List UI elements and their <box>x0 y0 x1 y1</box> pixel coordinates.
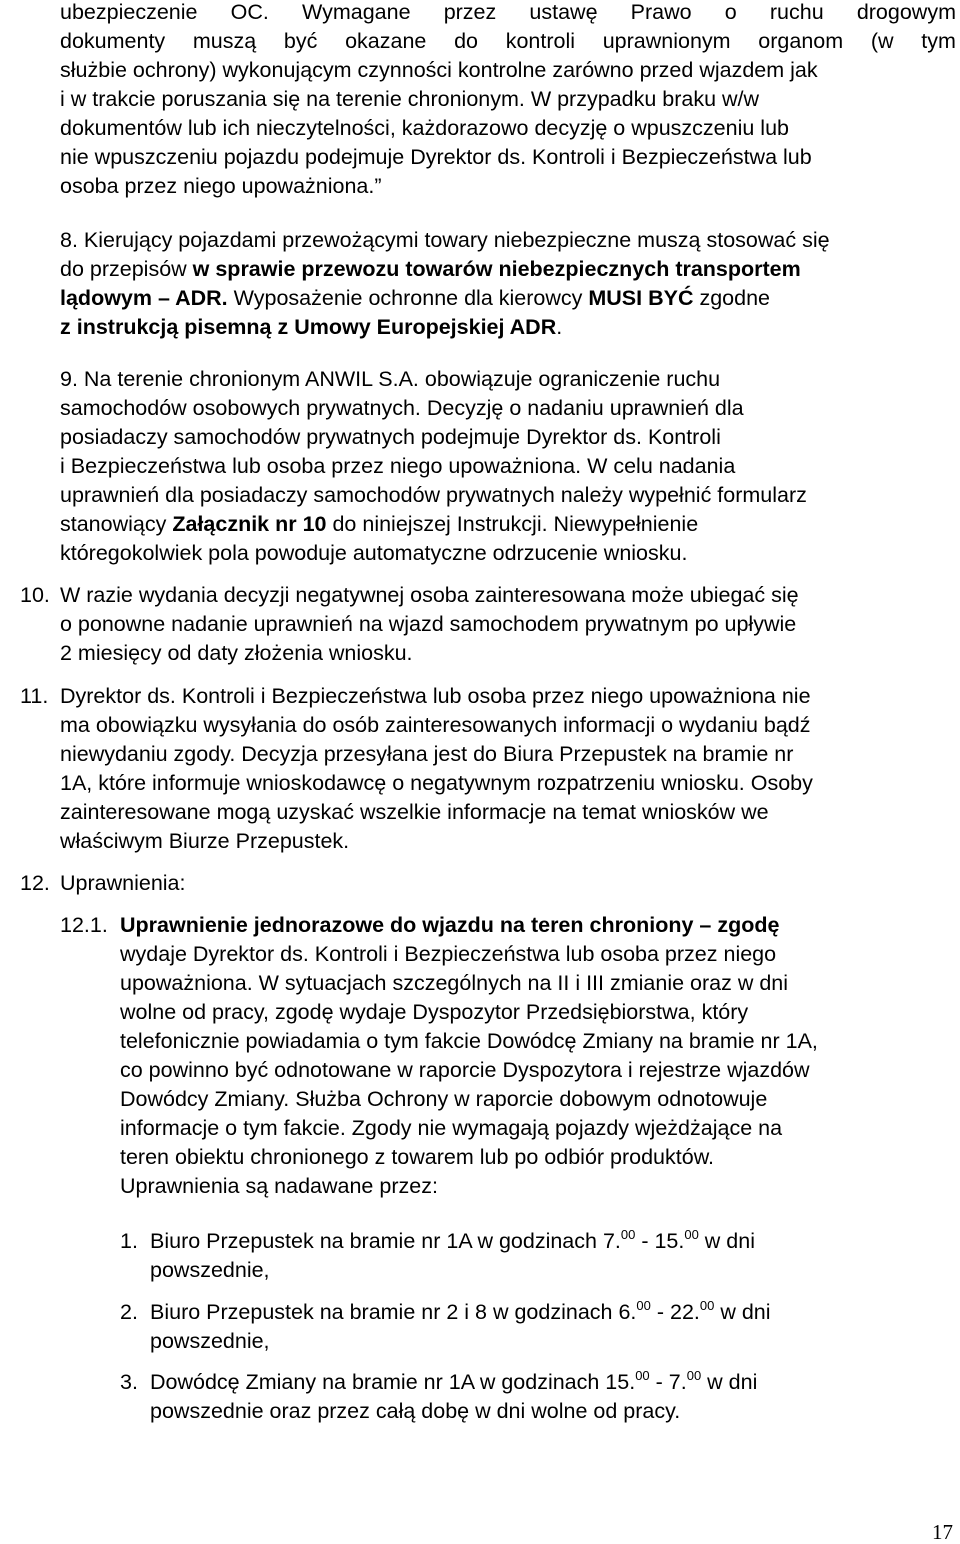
text-line <box>60 230 830 252</box>
word: tym <box>921 29 956 53</box>
text-segment: do przepisów <box>60 257 193 281</box>
text-segment: - 7. <box>649 1370 687 1394</box>
text-segment: - 15. <box>635 1229 685 1253</box>
text-line: Dyrektor ds. Kontroli i Bezpieczeństwa lub osoba przez niego upoważniona nie <box>60 684 811 708</box>
text-line: powszednie oraz przez całą dobę w dni wolne od pracy. <box>150 1399 681 1423</box>
list-number: 2. <box>120 1300 138 1324</box>
word: okazane <box>345 29 427 53</box>
text-line: Dowódcy Zmiany. Służba Ochrony w raporcie dobowym odnotowuje <box>120 1087 768 1111</box>
text-line: Uprawnienia są nadawane przez: <box>120 1174 438 1198</box>
text-line <box>60 31 956 53</box>
text-line: i w trakcie poruszania się na terenie chronionym. W przypadku braku w/w <box>60 87 760 111</box>
text-segment: Kierujący pojazdami przewożącymi towary niebezpieczne muszą stosować się <box>83 228 830 252</box>
word: uprawnionym <box>602 29 731 53</box>
text-line <box>60 514 698 536</box>
text-segment: Na terenie chronionym ANWIL S.A. obowiązuje ograniczenie ruchu <box>83 367 721 391</box>
text-segment: - 22. <box>650 1300 700 1324</box>
item-number: 10. <box>20 583 50 607</box>
text-bold: z instrukcją pisemną z Umowy Europejskiej ADR <box>60 315 557 339</box>
word: Wymagane <box>301 0 411 24</box>
word: organom <box>758 29 844 53</box>
word: o <box>724 0 737 24</box>
text-line: właściwym Biurze Przepustek. <box>60 829 350 853</box>
text-line <box>60 288 770 310</box>
text-line: W razie wydania decyzji negatywnej osoba zainteresowana może ubiegać się <box>60 583 799 607</box>
section-label: Uprawnienia: <box>60 871 186 895</box>
superscript: 00 <box>686 1368 702 1383</box>
list-number: 3. <box>120 1370 138 1394</box>
text-line: ma obowiązku wysyłania do osób zainteresowanych informacji o wydaniu bądź <box>60 713 811 737</box>
word: do <box>454 29 478 53</box>
text-line <box>120 915 779 937</box>
list-item <box>150 1298 771 1324</box>
word: OC. <box>230 0 269 24</box>
item-number: 9. <box>60 367 78 391</box>
text-line: teren obiektu chronionego z towarem lub po odbiór produktów. <box>120 1145 715 1169</box>
text-line: posiadaczy samochodów prywatnych podejmuje Dyrektor ds. Kontroli <box>60 425 721 449</box>
word: dokumenty <box>60 29 166 53</box>
text-line: samochodów osobowych prywatnych. Decyzję o nadaniu uprawnień dla <box>60 396 744 420</box>
text-line: powszednie, <box>150 1329 270 1353</box>
text-line: 1A, które informuje wnioskodawcę o negatywnym rozpatrzeniu wniosku. Osoby <box>60 771 813 795</box>
text-line: informacje o tym fakcie. Zgody nie wymagają pojazdy wjeżdżające na <box>120 1116 783 1140</box>
text-line: powszednie, <box>150 1258 270 1282</box>
text-bold: MUSI BYĆ <box>588 286 694 310</box>
text-segment: Dowódcę Zmiany na bramie nr 1A w godzinach 15. <box>150 1370 636 1394</box>
text-line: o ponowne nadanie uprawnień na wjazd samochodem prywatnym po upływie <box>60 612 797 636</box>
text-line: dokumentów lub ich nieczytelności, każdorazowo decyzję o wpuszczeniu lub <box>60 116 789 140</box>
item-number: 8. <box>60 228 78 252</box>
word: ustawę <box>529 0 598 24</box>
superscript: 00 <box>699 1298 715 1313</box>
word: drogowym <box>856 0 956 24</box>
text-segment: do niniejszej Instrukcji. Niewypełnienie <box>326 512 699 536</box>
text-line: wolne od pracy, zgodę wydaje Dyspozytor Przedsiębiorstwa, który <box>120 1000 749 1024</box>
text-segment: stanowiący <box>60 512 173 536</box>
text-line: któregokolwiek pola powoduje automatyczne odrzucenie wniosku. <box>60 541 688 565</box>
text-line: służbie ochrony) wykonującym czynności kontrolne zarówno przed wjazdem jak <box>60 58 818 82</box>
text-segment: w dni <box>698 1229 755 1253</box>
text-segment: w dni <box>714 1300 771 1324</box>
word: kontroli <box>505 29 576 53</box>
list-item <box>150 1368 758 1394</box>
text-line: co powinno być odnotowane w raporcie Dyspozytora i rejestrze wjazdów <box>120 1058 810 1082</box>
text-line: upoważniona. W sytuacjach szczególnych na II i III zmianie oraz w dni <box>120 971 789 995</box>
item-number: 12. <box>20 871 50 895</box>
text-segment: . <box>556 315 563 339</box>
list-item <box>150 1227 755 1253</box>
word: ubezpieczenie <box>60 0 198 24</box>
text-segment: zgodne <box>693 286 771 310</box>
list-number: 1. <box>120 1229 138 1253</box>
text-segment: Biuro Przepustek na bramie nr 1A w godzinach 7. <box>150 1229 621 1253</box>
word: Prawo <box>630 0 692 24</box>
text-segment: w dni <box>701 1370 758 1394</box>
word: ruchu <box>769 0 824 24</box>
text-bold: lądowym – ADR. <box>60 286 228 310</box>
text-bold: w sprawie przewozu towarów niebezpiecznych transportem <box>192 257 801 281</box>
text-line: telefonicznie powiadamia o tym fakcie Dowódcę Zmiany na bramie nr 1A, <box>120 1029 818 1053</box>
text-segment: Wyposażenie ochronne dla kierowcy <box>227 286 589 310</box>
text-line <box>60 317 562 339</box>
item-number: 11. <box>20 684 49 708</box>
attachment-reference: Załącznik nr 10 <box>172 512 327 536</box>
word: przez <box>443 0 497 24</box>
superscript: 00 <box>684 1227 699 1242</box>
word: (w <box>870 29 894 53</box>
text-segment: Biuro Przepustek na bramie nr 2 i 8 w godzinach 6. <box>150 1300 637 1324</box>
item-number: 12.1. <box>60 913 108 937</box>
text-line: osoba przez niego upoważniona.” <box>60 174 382 198</box>
superscript: 00 <box>636 1298 651 1313</box>
text-line <box>60 259 801 281</box>
superscript: 00 <box>620 1227 636 1242</box>
text-line: zainteresowane mogą uzyskać wszelkie informacje na temat wniosków we <box>60 800 769 824</box>
text-bold: Uprawnienie jednorazowe do wjazdu na teren chroniony – zgodę <box>120 913 780 937</box>
word: muszą <box>192 29 257 53</box>
text-line: nie wpuszczeniu pojazdu podejmuje Dyrektor ds. Kontroli i Bezpieczeństwa lub <box>60 145 812 169</box>
superscript: 00 <box>635 1368 650 1383</box>
text-line: niewydaniu zgody. Decyzja przesyłana jest do Biura Przepustek na bramie nr <box>60 742 794 766</box>
page-number: 17 <box>932 1520 953 1544</box>
text-line: wydaje Dyrektor ds. Kontroli i Bezpieczeństwa lub osoba przez niego <box>120 942 777 966</box>
word: być <box>283 29 318 53</box>
text-line <box>60 2 956 24</box>
text-line: uprawnień dla posiadaczy samochodów prywatnych należy wypełnić formularz <box>60 483 807 507</box>
text-line: 2 miesięcy od daty złożenia wniosku. <box>60 641 413 665</box>
text-line: i Bezpieczeństwa lub osoba przez niego upoważniona. W celu nadania <box>60 454 736 478</box>
text-line <box>60 369 720 391</box>
